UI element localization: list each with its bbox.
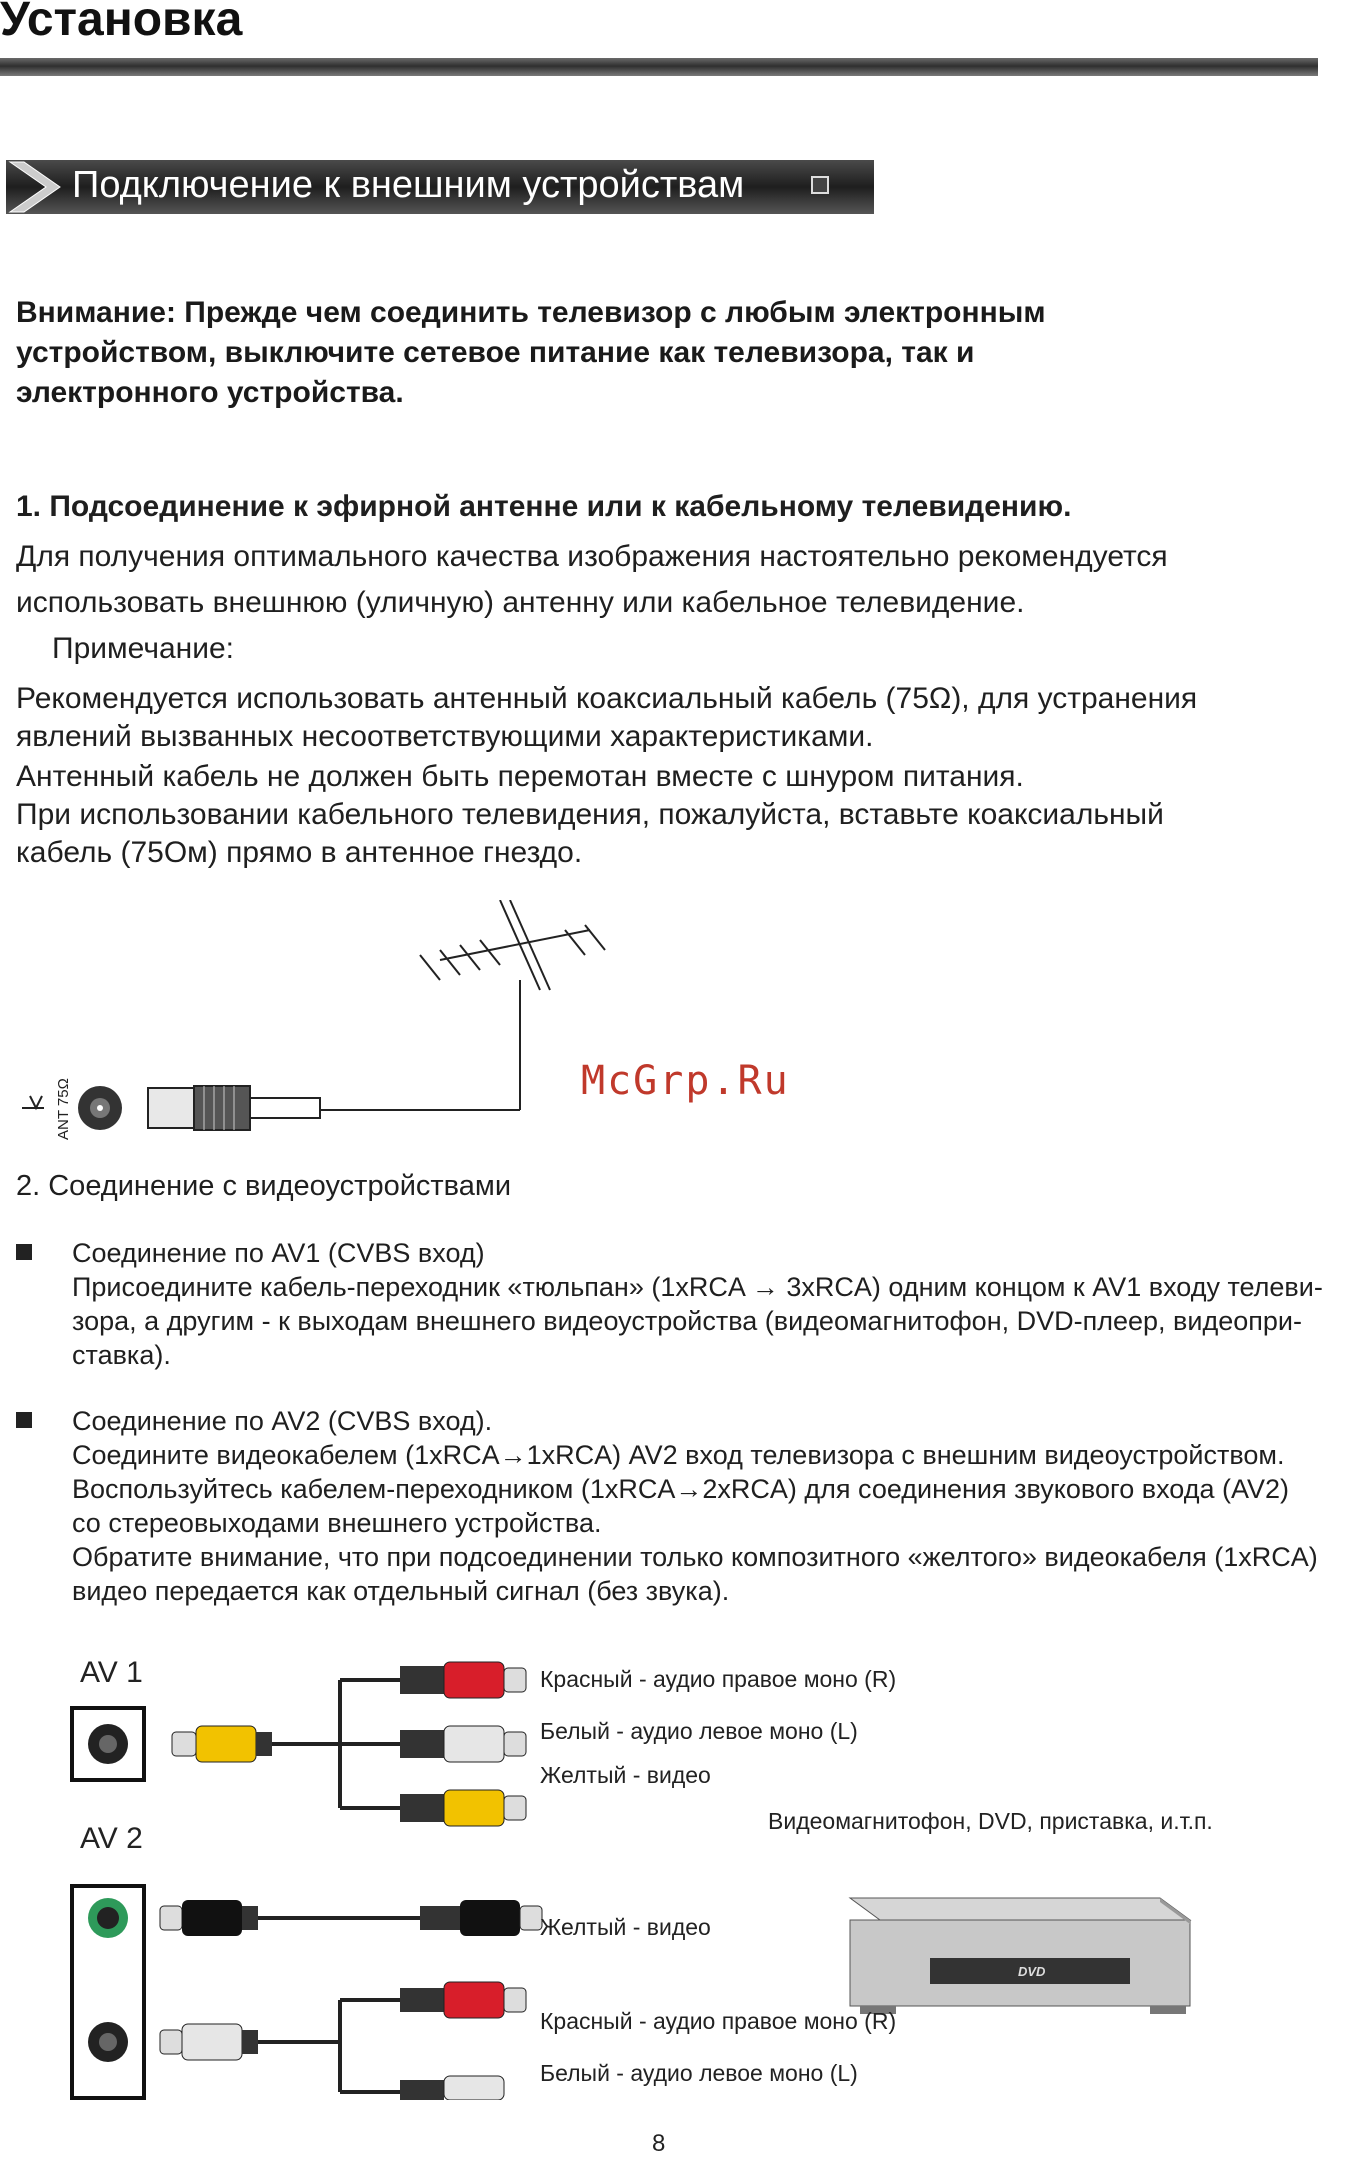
antenna-socket-icon — [22, 1086, 122, 1130]
page-title: Установка — [0, 0, 243, 46]
av2-line-5: видео передается как отдельный сигнал (без звука). — [72, 1576, 730, 1606]
antenna-heading: 1. Подсоединение к эфирной антенне или к кабельному телевидению. — [16, 490, 1072, 523]
bullet-icon — [16, 1244, 32, 1260]
dvd-logo: DVD — [1018, 1964, 1046, 1979]
av2-line-3: со стереовыходами внешнего устройства. — [72, 1508, 602, 1538]
square-bullet-icon — [811, 176, 829, 194]
note-line-1: Рекомендуется использовать антенный коаксиальный кабель (75Ω), для устранения — [16, 682, 1198, 715]
av2-line-4: Обратите внимание, что при подсоединении только композитного «желтого» видеокабеля (1хRCA) — [72, 1542, 1318, 1572]
yellow-rca-plug-icon — [400, 1790, 526, 1826]
av1-line-3: ставка). — [72, 1340, 171, 1370]
warning-line-3: электронного устройства. — [16, 376, 404, 409]
av2-label: AV 2 — [80, 1822, 143, 1855]
coax-plug-icon — [148, 1086, 320, 1130]
section-banner — [6, 160, 874, 214]
title-rule — [0, 58, 1318, 76]
av2-line-1: Соедините видеокабелем (1хRCA→1хRCA) AV2 вход телевизора с внешним видеоустройством. — [72, 1440, 1285, 1470]
note-label: Примечание: — [52, 632, 234, 665]
white-rca-plug-icon — [400, 1726, 526, 1762]
section-title: Подключение к внешним устройствам — [72, 164, 745, 206]
red-label-2: Красный - аудио правое моно (R) — [540, 2008, 897, 2034]
note-line-2: явлений вызванных несоответствующими характеристиками. — [16, 720, 874, 753]
antenna-paragraph-2: использовать внешнюю (уличную) антенну или кабельное телевидение. — [16, 586, 1025, 619]
device-label: Видеомагнитофон, DVD, приставка, и.т.п. — [768, 1808, 1213, 1834]
red-rca-plug-icon — [400, 1982, 526, 2018]
dvd-player-icon — [850, 1898, 1190, 2014]
antenna-icon — [320, 900, 605, 1110]
white-rca-plug-icon — [160, 2024, 258, 2060]
video-heading: 2. Соединение с видеоустройствами — [16, 1170, 512, 1202]
socket-label: ANT 75Ω — [55, 1078, 72, 1140]
red-rca-plug-icon — [400, 1662, 526, 1698]
chevron-icon — [6, 160, 76, 214]
av2-socket-panel-icon — [72, 1886, 144, 2098]
av1-title: Соединение по AV1 (CVBS вход) — [72, 1238, 485, 1268]
white-rca-plug-icon — [400, 2076, 504, 2100]
yellow-rca-plug-icon — [172, 1726, 272, 1762]
note-line-3: Антенный кабель не должен быть перемотан вместе с шнуром питания. — [16, 760, 1024, 793]
warning-line-2: устройством, выключите сетевое питание как телевизора, так и — [16, 336, 975, 369]
av1-line-1: Присоедините кабель-переходник «тюльпан» (1хRCA → 3хRCA) одним концом к AV1 входу телеви- — [72, 1272, 1323, 1302]
note-line-5: кабель (75Ом) прямо в антенное гнездо. — [16, 836, 583, 869]
yellow-label-2: Желтый - видео — [540, 1914, 711, 1940]
bullet-icon — [16, 1412, 32, 1428]
watermark: McGrp.Ru — [581, 1058, 790, 1104]
white-label-1: Белый - аудио левое моно (L) — [540, 1718, 858, 1744]
red-label-1: Красный - аудио правое моно (R) — [540, 1666, 897, 1692]
av2-line-2: Воспользуйтесь кабелем-переходником (1хRCA→2хRCA) для соединения звукового входа (AV2) — [72, 1474, 1289, 1504]
note-line-4: При использовании кабельного телевидения, пожалуйста, вставьте коаксиальный — [16, 798, 1164, 831]
av1-label: AV 1 — [80, 1656, 143, 1689]
av1-line-2: зора, а другим - к выходам внешнего видеоустройства (видеомагнитофон, DVD-плеер, видеопри- — [72, 1306, 1302, 1336]
warning-line-1: Внимание: Прежде чем соединить телевизор с любым электронным — [16, 296, 1046, 329]
av2-title: Соединение по AV2 (CVBS вход). — [72, 1406, 493, 1436]
white-label-2: Белый - аудио левое моно (L) — [540, 2060, 858, 2086]
av1-socket-icon — [72, 1708, 144, 1780]
black-rca-plug-icon — [160, 1900, 258, 1936]
antenna-paragraph-1: Для получения оптимального качества изображения настоятельно рекомендуется — [16, 540, 1168, 573]
yellow-label-1: Желтый - видео — [540, 1762, 711, 1788]
black-rca-plug-icon — [420, 1900, 542, 1936]
antenna-diagram — [0, 900, 900, 1140]
page-number: 8 — [652, 2130, 666, 2157]
